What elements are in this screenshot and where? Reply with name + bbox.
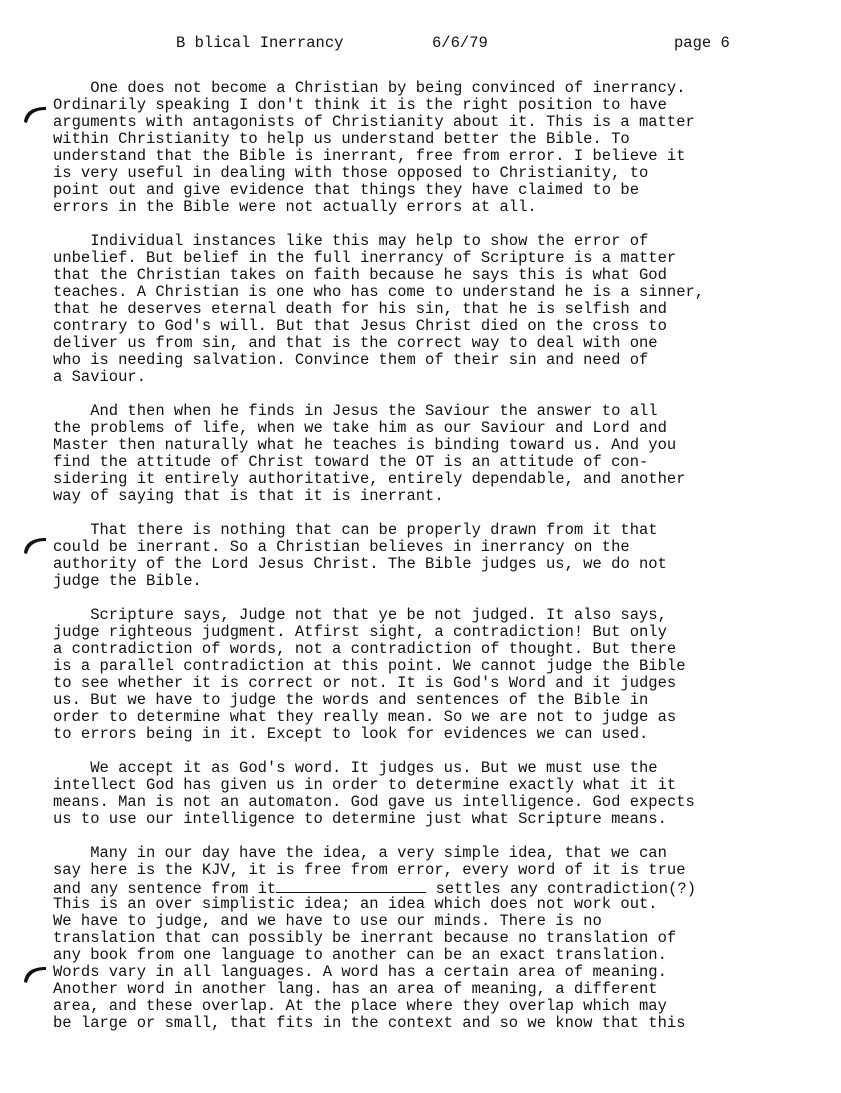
text-line bbox=[53, 182, 813, 199]
document-date: 6/6/79 bbox=[432, 34, 488, 52]
text-line bbox=[53, 114, 813, 131]
line-text: is a parallel contradiction at this point. We cannot judge the Bible bbox=[53, 657, 686, 675]
line-text: intellect God has given us in order to determine exactly what it it bbox=[53, 776, 677, 794]
paragraph bbox=[53, 845, 813, 1032]
text-line bbox=[53, 658, 813, 675]
line-text: be large or small, that fits in the context and so we know that this bbox=[53, 1014, 686, 1032]
line-text: understand that the Bible is inerrant, free from error. I believe it bbox=[53, 147, 686, 165]
line-text: us to use our intelligence to determine just what Scripture means. bbox=[53, 810, 667, 828]
text-line bbox=[53, 930, 813, 947]
page-number: page 6 bbox=[674, 34, 730, 52]
line-text: One does not become a Christian by being convinced of inerrancy. bbox=[53, 79, 686, 97]
text-line bbox=[53, 250, 813, 267]
text-line bbox=[53, 624, 813, 641]
text-line bbox=[53, 369, 813, 386]
document-body bbox=[53, 80, 813, 1049]
paragraph bbox=[53, 522, 813, 590]
text-line bbox=[53, 165, 813, 182]
line-text: to errors being in it. Except to look for evidences we can used. bbox=[53, 725, 649, 743]
line-text: could be inerrant. So a Christian believes in inerrancy on the bbox=[53, 538, 630, 556]
text-line bbox=[53, 437, 813, 454]
margin-mark-icon bbox=[22, 964, 48, 984]
line-text: who is needing salvation. Convince them of their sin and need of bbox=[53, 351, 649, 369]
line-text: And then when he finds in Jesus the Saviour the answer to all bbox=[53, 402, 658, 420]
line-text: Individual instances like this may help to show the error of bbox=[53, 232, 649, 250]
line-text: is very useful in dealing with those opposed to Christianity, to bbox=[53, 164, 649, 182]
text-line bbox=[53, 998, 813, 1015]
line-text: judge righteous judgment. Atfirst sight, a contradiction! But only bbox=[53, 623, 667, 641]
line-text: Another word in another lang. has an area of meaning, a different bbox=[53, 980, 658, 998]
text-line bbox=[53, 318, 813, 335]
text-line bbox=[53, 352, 813, 369]
line-text: that the Christian takes on faith because he says this is what God bbox=[53, 266, 667, 284]
text-line bbox=[53, 573, 813, 590]
line-text: judge the Bible. bbox=[53, 572, 202, 590]
line-text: us. But we have to judge the words and sentences of the Bible in bbox=[53, 691, 649, 709]
text-line bbox=[53, 913, 813, 930]
blank-underline bbox=[276, 879, 426, 893]
line-text: a contradiction of words, not a contradiction of thought. But there bbox=[53, 640, 677, 658]
text-line bbox=[53, 760, 813, 777]
line-text: point out and give evidence that things they have claimed to be bbox=[53, 181, 639, 199]
line-text: Words vary in all languages. A word has a certain area of meaning. bbox=[53, 963, 667, 981]
line-text: Many in our day have the idea, a very simple idea, that we can bbox=[53, 844, 667, 862]
text-line bbox=[53, 862, 813, 879]
text-line bbox=[53, 148, 813, 165]
line-text: contrary to God's will. But that Jesus Christ died on the cross to bbox=[53, 317, 667, 335]
line-text: That there is nothing that can be properly drawn from it that bbox=[53, 521, 658, 539]
line-text: find the attitude of Christ toward the OT is an attitude of con- bbox=[53, 453, 649, 471]
line-text: teaches. A Christian is one who has come to understand he is a sinner, bbox=[53, 283, 705, 301]
line-text: that he deserves eternal death for his sin, that he is selfish and bbox=[53, 300, 667, 318]
line-text: means. Man is not an automaton. God gave us intelligence. God expects bbox=[53, 793, 695, 811]
text-line bbox=[53, 879, 813, 896]
text-line bbox=[53, 199, 813, 216]
text-line bbox=[53, 284, 813, 301]
line-text: to see whether it is correct or not. It is God's Word and it judges bbox=[53, 674, 677, 692]
text-line bbox=[53, 471, 813, 488]
line-text: authority of the Lord Jesus Christ. The Bible judges us, we do not bbox=[53, 555, 667, 573]
text-line bbox=[53, 845, 813, 862]
text-line bbox=[53, 420, 813, 437]
line-text: any book from one language to another can be an exact translation. bbox=[53, 946, 667, 964]
line-text: unbelief. But belief in the full inerrancy of Scripture is a matter bbox=[53, 249, 677, 267]
text-line bbox=[53, 335, 813, 352]
text-line bbox=[53, 267, 813, 284]
text-line bbox=[53, 981, 813, 998]
text-line bbox=[53, 1015, 813, 1032]
text-line bbox=[53, 947, 813, 964]
text-line bbox=[53, 607, 813, 624]
line-text: This is an over simplistic idea; an idea which does not work out. bbox=[53, 895, 658, 913]
line-text: We have to judge, and we have to use our minds. There is no bbox=[53, 912, 602, 930]
line-text: errors in the Bible were not actually errors at all. bbox=[53, 198, 537, 216]
text-line bbox=[53, 539, 813, 556]
line-text: say here is the KJV, it is free from error, every word of it is true bbox=[53, 861, 686, 879]
text-line bbox=[53, 726, 813, 743]
paragraph bbox=[53, 607, 813, 743]
paragraph bbox=[53, 760, 813, 828]
text-line bbox=[53, 403, 813, 420]
line-text: Ordinarily speaking I don't think it is the right position to have bbox=[53, 96, 667, 114]
line-text: area, and these overlap. At the place where they overlap which may bbox=[53, 997, 667, 1015]
text-line bbox=[53, 964, 813, 981]
document-title: B blical Inerrancy bbox=[176, 34, 344, 52]
text-line bbox=[53, 896, 813, 913]
text-line bbox=[53, 131, 813, 148]
line-text: sidering it entirely authoritative, entirely dependable, and another bbox=[53, 470, 686, 488]
line-text: translation that can possibly be inerrant because no translation of bbox=[53, 929, 677, 947]
text-line bbox=[53, 709, 813, 726]
line-text: arguments with antagonists of Christianity about it. This is a matter bbox=[53, 113, 695, 131]
line-text: We accept it as God's word. It judges us. But we must use the bbox=[53, 759, 658, 777]
text-line bbox=[53, 675, 813, 692]
margin-mark-icon bbox=[22, 535, 48, 555]
text-line bbox=[53, 777, 813, 794]
paragraph bbox=[53, 80, 813, 216]
paragraph bbox=[53, 403, 813, 505]
line-text: within Christianity to help us understand better the Bible. To bbox=[53, 130, 630, 148]
line-text: deliver us from sin, and that is the correct way to deal with one bbox=[53, 334, 658, 352]
line-text: way of saying that is that it is inerrant. bbox=[53, 487, 444, 505]
margin-mark-icon bbox=[22, 104, 48, 124]
line-text: settles any contradiction(?) bbox=[435, 880, 697, 898]
line-text: the problems of life, when we take him as our Saviour and Lord and bbox=[53, 419, 667, 437]
text-line bbox=[53, 301, 813, 318]
line-text: order to determine what they really mean. So we are not to judge as bbox=[53, 708, 677, 726]
line-text: a Saviour. bbox=[53, 368, 147, 386]
text-line bbox=[53, 97, 813, 114]
page-header bbox=[0, 34, 841, 56]
text-line bbox=[53, 692, 813, 709]
text-line bbox=[53, 641, 813, 658]
line-text: and any sentence from it bbox=[53, 880, 277, 898]
text-line bbox=[53, 522, 813, 539]
line-text: Scripture says, Judge not that ye be not judged. It also says, bbox=[53, 606, 667, 624]
text-line bbox=[53, 794, 813, 811]
line-text: Master then naturally what he teaches is binding toward us. And you bbox=[53, 436, 677, 454]
text-line bbox=[53, 80, 813, 97]
text-line bbox=[53, 454, 813, 471]
text-line bbox=[53, 233, 813, 250]
text-line bbox=[53, 811, 813, 828]
text-line bbox=[53, 488, 813, 505]
paragraph bbox=[53, 233, 813, 386]
text-line bbox=[53, 556, 813, 573]
